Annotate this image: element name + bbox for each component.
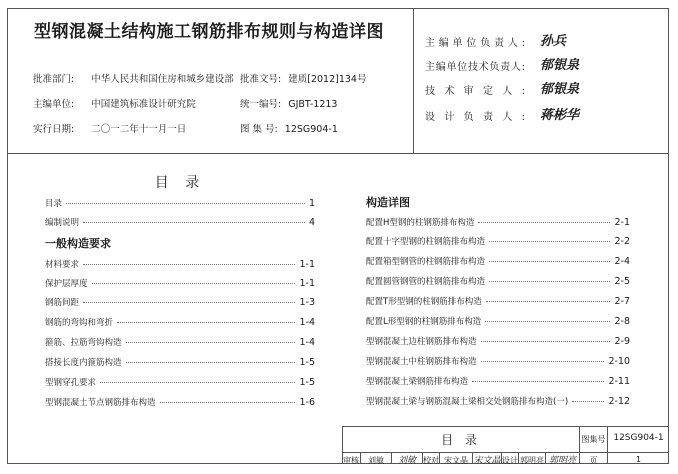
toc-entry-page: 1: [308, 198, 315, 209]
approval-doc-row: [240, 71, 366, 85]
toc-entry-title: 编制说明: [45, 218, 80, 228]
toc-entry-page: 2-7: [614, 296, 630, 307]
responsible-label: 主编单位负责人:: [425, 38, 525, 49]
responsible-label: 技术审定人:: [425, 86, 525, 97]
toc-entry-title: 型钢穿孔要求: [45, 378, 97, 388]
cell-divider: [360, 452, 361, 464]
page-title: 型钢混凝土结构施工钢筋排布规则与构造详图: [34, 22, 384, 42]
leader-dots: [83, 222, 305, 223]
page-label: 页: [589, 456, 598, 465]
toc-entry[interactable]: [45, 316, 315, 328]
leader-dots: [100, 382, 295, 383]
leader-dots: [92, 283, 296, 284]
toc-entry-page: 2-12: [608, 396, 630, 407]
unified-no-label: 统一编号:: [240, 99, 282, 110]
cell-divider: [422, 452, 423, 464]
toc-entry-title: 目录: [45, 199, 63, 209]
toc-entry-title: 配置L形型钢的柱钢筋排布构造: [366, 317, 482, 327]
toc-entry[interactable]: [45, 396, 315, 408]
toc-entry[interactable]: [45, 216, 315, 228]
toc-entry[interactable]: [366, 315, 630, 327]
cell-divider: [439, 452, 440, 464]
leader-dots: [83, 264, 295, 265]
page-number: 1: [635, 455, 642, 464]
toc-entry-page: 2-5: [614, 276, 630, 287]
toc-entry-title: 配置十字型钢的柱钢筋排布构造: [366, 237, 486, 247]
title-block-name: 目 录: [441, 433, 481, 447]
toc-entry-title: 型钢混凝土梁钢筋排布构造: [366, 377, 469, 387]
toc-entry-title: 钢筋的弯钩和弯折: [45, 318, 114, 328]
toc-entry[interactable]: [45, 258, 315, 270]
toc-entry[interactable]: [45, 296, 315, 308]
toc-entry-title: 配置H型钢的柱钢筋排布构造: [366, 218, 475, 228]
leader-dots: [83, 302, 295, 303]
leader-dots: [572, 401, 604, 402]
leader-dots: [481, 361, 605, 362]
toc-entry[interactable]: [45, 197, 315, 209]
toc-entry-page: 1-6: [299, 397, 315, 408]
cell-divider: [391, 452, 392, 464]
approval-dept-row: [33, 71, 234, 85]
toc-title: 目 录: [154, 175, 206, 191]
checker-signature: 宋文晶: [473, 456, 501, 466]
designer-signature: 郭明亮: [548, 456, 576, 466]
toc-entry-page: 2-10: [608, 356, 630, 367]
toc-entry-title: 型钢混凝土梁与钢筋混凝土梁相交处钢筋排布构造(一): [366, 397, 569, 407]
reviewer-name: 刘敏: [368, 456, 384, 465]
check-label: 校对: [423, 456, 439, 465]
leader-dots: [472, 381, 604, 382]
impl-date-label: 实行日期:: [33, 124, 75, 135]
toc-entry-title: 型钢混凝土边柱钢筋排布构造: [366, 337, 477, 347]
toc-entry[interactable]: [45, 336, 315, 348]
atlas-no-value: 12SG904-1: [284, 124, 338, 135]
cell-divider: [472, 452, 473, 464]
checker-name: 宋文晶: [444, 456, 468, 465]
toc-entry[interactable]: [366, 375, 630, 387]
leader-dots: [66, 203, 305, 204]
cell-divider: [501, 452, 502, 464]
toc-entry-page: 1-3: [299, 297, 315, 308]
cell-divider: [545, 452, 546, 464]
leader-dots: [485, 321, 610, 322]
design-label: 设计: [502, 456, 518, 465]
leader-dots: [160, 402, 296, 403]
section-heading: 构造详图: [366, 196, 410, 209]
unified-no-row: [240, 96, 337, 110]
cell-divider: [518, 452, 519, 464]
reviewer-signature: 刘敏: [397, 456, 416, 466]
atlas-no-label: 图 集 号:: [240, 124, 278, 135]
responsible-label: 设计负责人:: [425, 112, 525, 123]
toc-entry[interactable]: [366, 295, 630, 307]
leader-dots: [489, 261, 610, 262]
toc-entry-page: 2-8: [614, 316, 630, 327]
editor-unit-row: [33, 96, 196, 110]
toc-entry-page: 2-4: [614, 256, 630, 267]
toc-entry-title: 配置圆管钢管的柱钢筋排布构造: [366, 277, 486, 287]
responsible-row: [425, 82, 525, 97]
impl-date-row: [33, 121, 186, 135]
leader-dots: [489, 241, 610, 242]
signature: 郁银泉: [540, 58, 580, 73]
editor-unit-value: 中国建筑标准设计研究院: [91, 99, 196, 110]
approval-dept-label: 批准部门:: [33, 74, 75, 85]
toc-entry[interactable]: [366, 255, 630, 267]
title-block-atlas-label: 图集号: [581, 435, 606, 444]
leader-dots: [481, 341, 611, 342]
title-block-atlas-no: 12SG904-1: [613, 433, 664, 443]
leader-dots: [117, 322, 295, 323]
editor-unit-label: 主编单位:: [33, 99, 75, 110]
toc-entry-page: 1-4: [299, 337, 315, 348]
toc-entry[interactable]: [366, 275, 630, 287]
toc-entry-page: 1-5: [299, 357, 315, 368]
toc-entry-page: 2-2: [614, 236, 630, 247]
section-heading: 一般构造要求: [45, 237, 111, 250]
leader-dots: [489, 281, 610, 282]
designer-name: 郭明亮: [520, 456, 544, 465]
toc-entry-page: 1-1: [299, 259, 315, 270]
leader-dots: [486, 301, 611, 302]
toc-entry-title: 型钢混凝土中柱钢筋排布构造: [366, 357, 477, 367]
toc-entry-page: 2-1: [614, 217, 630, 228]
leader-dots: [126, 362, 296, 363]
toc-entry[interactable]: [366, 235, 630, 247]
toc-entry[interactable]: [366, 355, 630, 367]
responsible-row: [425, 58, 525, 73]
responsible-row: [425, 34, 525, 49]
atlas-no-row: [240, 121, 338, 135]
toc-entry[interactable]: [45, 376, 315, 388]
toc-entry[interactable]: [45, 277, 315, 289]
toc-entry-title: 保护层厚度: [45, 279, 88, 289]
title-block-top: [342, 426, 669, 427]
toc-entry-title: 材料要求: [45, 260, 80, 270]
toc-entry-title: 配置T形型钢的柱钢筋排布构造: [366, 297, 482, 307]
toc-entry-page: 1-1: [299, 278, 315, 289]
toc-entry[interactable]: [45, 356, 315, 368]
signature: 蒋彬华: [540, 108, 580, 123]
approval-doc-value: 建质[2012]134号: [288, 74, 367, 85]
toc-entry[interactable]: [366, 335, 630, 347]
leader-dots: [478, 222, 610, 223]
review-label: 审核: [343, 456, 359, 465]
toc-entry-page: 4: [308, 217, 315, 228]
signature: 郁银泉: [540, 82, 580, 97]
toc-entry-title: 配置箱型钢管的柱钢筋排布构造: [366, 257, 486, 267]
header-vertical-divider: [413, 8, 414, 154]
responsible-row: [425, 108, 525, 123]
signature: 孙兵: [540, 34, 567, 49]
toc-entry-title: 箍筋、拉筋弯钩构造: [45, 338, 122, 348]
toc-entry[interactable]: [366, 216, 630, 228]
responsible-label: 主编单位技术负责人:: [425, 62, 525, 73]
approval-doc-label: 批准文号:: [240, 74, 282, 85]
header-divider: [7, 153, 669, 154]
toc-entry-title: 型钢混凝土节点钢筋排布构造: [45, 398, 156, 408]
toc-entry[interactable]: [366, 395, 630, 407]
impl-date-value: 二〇一二年十一月一日: [91, 124, 187, 135]
leader-dots: [126, 342, 296, 343]
unified-no-value: GJBT-1213: [288, 99, 338, 110]
toc-entry-title: 搭接长度内箍筋构造: [45, 358, 122, 368]
toc-entry-page: 1-4: [299, 317, 315, 328]
toc-entry-page: 2-11: [608, 376, 630, 387]
toc-entry-page: 2-9: [614, 336, 630, 347]
toc-entry-title: 钢筋间距: [45, 298, 80, 308]
toc-entry-page: 1-5: [299, 377, 315, 388]
approval-dept-value: 中华人民共和国住房和城乡建设部: [91, 74, 234, 85]
